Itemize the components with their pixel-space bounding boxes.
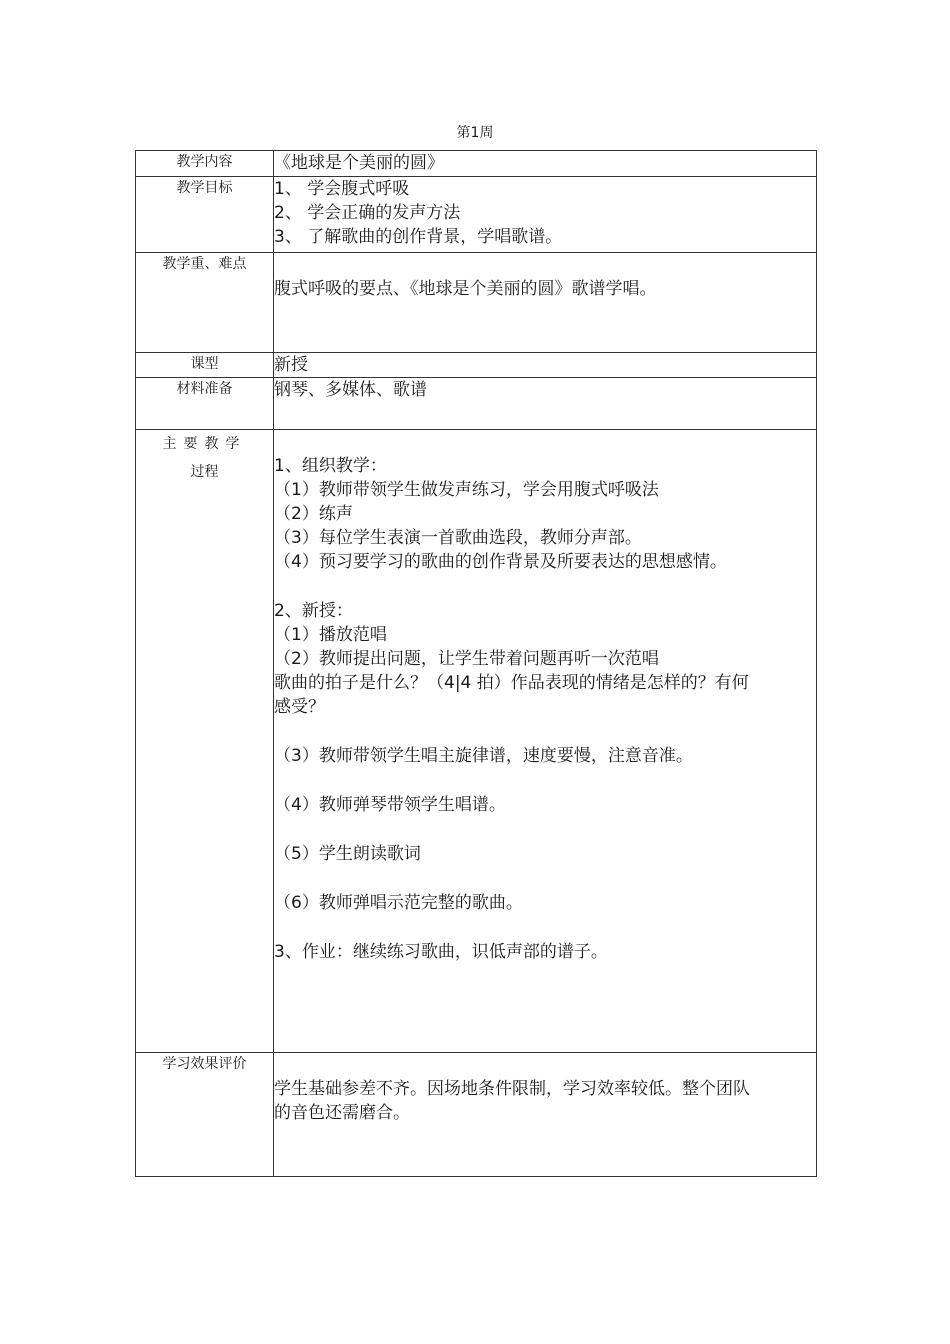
materials-text: 钢琴、多媒体、歌谱 [274,380,427,400]
process-label-line1: 主要教学 [162,436,247,452]
label-materials: 材料准备 [136,378,274,430]
section-1-item: （1）教师带领学生做发声练习，学会用腹式呼吸法 [274,480,659,500]
evaluation-line: 的音色还需磨合。 [274,1103,410,1123]
label-teaching-process [136,430,274,1053]
week-title: 第1周 [456,125,494,141]
evaluation-line: 学生基础参差不齐。因场地条件限制，学习效率较低。整个团队 [274,1079,750,1099]
value-key-points [274,253,817,353]
section-2-item: （4）教师弹琴带领学生唱谱。 [274,795,506,815]
row-key-points [136,253,817,353]
goal-item: 1、 学会腹式呼吸 [274,179,410,199]
row-materials [136,378,817,430]
section-3-homework: 3、作业：继续练习歌曲，识低声部的谱子。 [274,942,608,962]
section-2-question: 感受？ [274,697,325,717]
section-2-title: 2、新授： [274,601,353,621]
process-label-line2: 过程 [190,464,219,480]
row-teaching-content [136,151,817,177]
row-evaluation [136,1053,817,1177]
section-1-item: （3）每位学生表演一首歌曲选段，教师分声部。 [274,528,642,548]
value-teaching-process [274,430,817,1053]
value-teaching-content [274,151,817,177]
section-2-item: （5）学生朗读歌词 [274,844,421,864]
value-lesson-type [274,353,817,378]
lesson-plan-table [135,150,817,1177]
key-points-text: 腹式呼吸的要点、《地球是个美丽的圆》歌谱学唱。 [274,279,657,299]
section-2-question: 歌曲的拍子是什么？（4|4 拍）作品表现的情绪是怎样的？有何 [274,673,749,693]
section-1-item: （2）练声 [274,504,353,524]
value-teaching-goals [274,177,817,253]
label-teaching-content: 教学内容 [136,151,274,177]
section-1-title: 1、组织教学： [274,456,387,476]
section-2-item: （1）播放范唱 [274,625,387,645]
value-evaluation [274,1053,817,1177]
label-teaching-goals: 教学目标 [136,177,274,253]
section-2-item: （2）教师提出问题，让学生带着问题再听一次范唱 [274,649,659,669]
section-1-item: （4）预习要学习的歌曲的创作背景及所要表达的思想感情。 [274,552,727,572]
label-lesson-type: 课型 [136,353,274,378]
section-2-item: （6）教师弹唱示范完整的歌曲。 [274,893,523,913]
song-title: 《地球是个美丽的圆》 [274,153,444,173]
goal-item: 2、 学会正确的发声方法 [274,203,461,223]
label-key-points: 教学重、难点 [136,253,274,353]
row-teaching-goals [136,177,817,253]
value-materials [274,378,817,430]
lesson-type-text: 新授 [274,355,308,375]
row-teaching-process [136,430,817,1053]
section-2-item: （3）教师带领学生唱主旋律谱，速度要慢，注意音准。 [274,746,693,766]
label-evaluation: 学习效果评价 [136,1053,274,1177]
row-lesson-type [136,353,817,378]
goal-item: 3、 了解歌曲的创作背景，学唱歌谱。 [274,227,563,247]
